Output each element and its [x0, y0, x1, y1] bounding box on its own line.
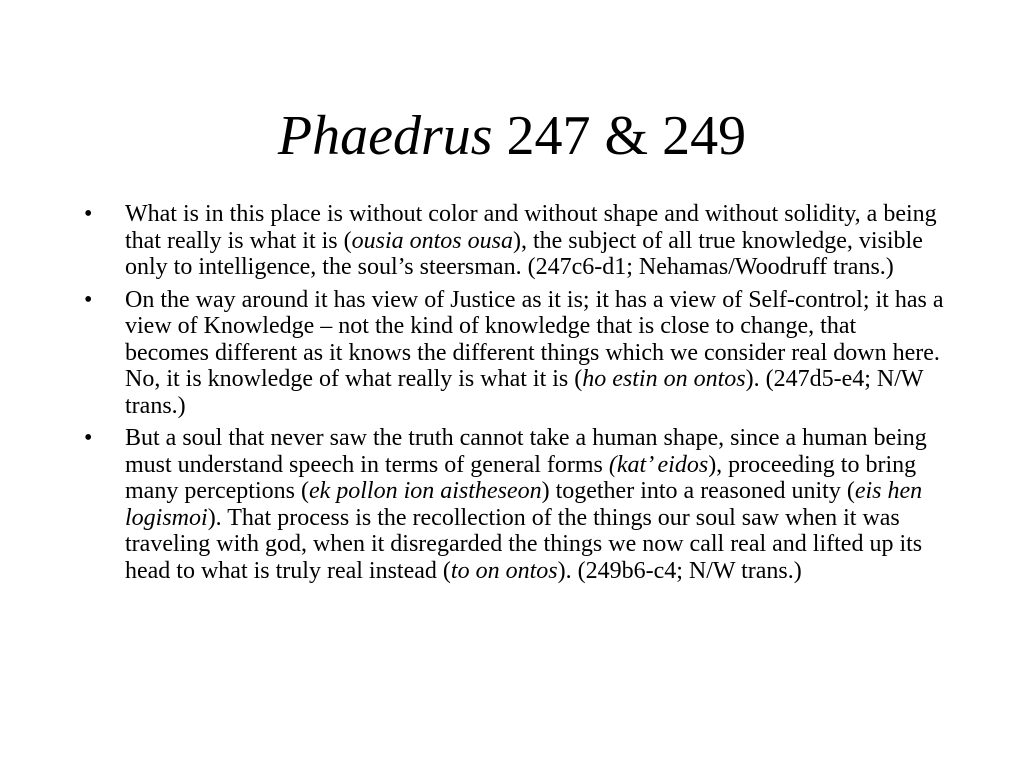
bullet-italic-term: ek pollon ion aistheseon: [308, 478, 542, 504]
bullet-text: ), the subject of all true knowledge, visible only to intelligence, the soul’s steersman. (247c6-d1; Nehamas/Woodruff trans.): [125, 227, 923, 280]
title-rest: 247 & 249: [492, 105, 747, 167]
bullet-text: ), proceeding to bring many perceptions (: [125, 451, 917, 504]
bullet-item: [84, 201, 944, 281]
bullet-italic-term: to on ontos: [450, 557, 558, 584]
bullet-item: [84, 425, 944, 584]
bullet-italic-term: ousia ontos ousa: [351, 227, 513, 254]
bullet-text: ) together into a reasoned unity (: [541, 478, 855, 504]
slide-title: [0, 100, 1024, 172]
bullet-text: On the way around it has view of Justice as it is; it has a view of Self-control; it has a view of Knowledge – not the kind of knowledge that is close to change, that becomes different as it knows the different things which we consider real down here. No, it is knowledge of what really is what it is (: [125, 286, 944, 392]
bullet-italic-term: eis hen logismoi: [125, 478, 923, 531]
bullet-dot-icon: •: [84, 201, 93, 227]
bullet-text: But a soul that never saw the truth cannot take a human shape, since a human being must understand speech in terms of general forms: [125, 425, 927, 478]
bullet-dot-icon: •: [84, 425, 93, 451]
bullet-item: [84, 287, 944, 420]
bullet-text: ). (249b6-c4; N/W trans.): [557, 557, 802, 584]
bullet-text: What is in this place is without color and without shape and without solidity, a being that really is what it is (: [125, 201, 937, 254]
bullet-list: [84, 201, 944, 590]
bullet-italic-term: ho estin on ontos: [582, 366, 746, 392]
title-italic-part: Phaedrus: [277, 105, 493, 167]
bullet-text: ). (247d5-e4; N/W trans.): [125, 366, 924, 419]
bullet-dot-icon: •: [84, 286, 93, 313]
bullet-text: ). That process is the recollection of the things our soul saw when it was traveling with god, when it disregarded the things we now call real and lifted up its head to what is truly real instead (: [125, 504, 923, 584]
bullet-italic-term: (kat’ eidos: [608, 451, 709, 478]
